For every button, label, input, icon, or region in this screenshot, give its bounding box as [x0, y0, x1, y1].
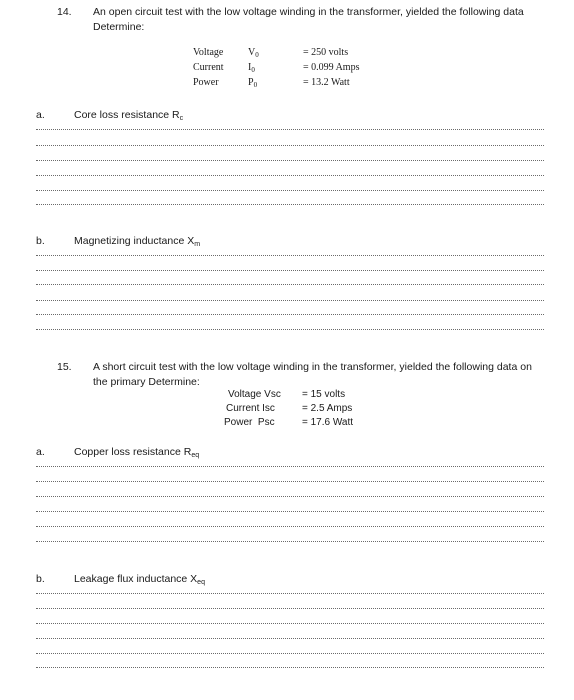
- part-label: Magnetizing inductance $X_m$: [74, 235, 201, 248]
- answer-line[interactable]: [36, 145, 544, 146]
- question-text: [93, 360, 563, 390]
- answer-line[interactable]: [36, 204, 544, 205]
- answer-line[interactable]: [36, 129, 544, 130]
- part-letter: a.: [36, 446, 45, 458]
- quantity-name: Current: [193, 62, 224, 73]
- given-data-value: = 2.5 Amps: [302, 403, 353, 414]
- answer-line[interactable]: [36, 314, 544, 315]
- answer-line[interactable]: [36, 667, 544, 668]
- answer-line[interactable]: [36, 541, 544, 542]
- answer-line[interactable]: [36, 466, 544, 467]
- given-data-value: = 0.099 Amps: [303, 62, 360, 73]
- given-data-row: [193, 47, 223, 58]
- given-data-value: = 13.2 Watt: [303, 77, 350, 88]
- question-text-line: A short circuit test with the low voltage winding in the transformer, yielded the following data on: [93, 361, 532, 373]
- quantity-name: Power Psc: [224, 417, 275, 428]
- answer-line[interactable]: [36, 300, 544, 301]
- part-label: Copper loss resistance $R_{eq}$: [74, 446, 200, 459]
- answer-line[interactable]: [36, 608, 544, 609]
- quantity-name: Power: [193, 77, 219, 88]
- question-text-line: An open circuit test with the low voltage winding in the transformer, yielded the following data: [93, 6, 524, 18]
- part-letter: b.: [36, 573, 45, 585]
- answer-line[interactable]: [36, 526, 544, 527]
- part-label: Core loss resistance $R_c$: [74, 109, 184, 122]
- given-data-value: = 15 volts: [302, 389, 346, 400]
- quantity-name: Voltage Vsc: [228, 389, 281, 400]
- question-text-line: Determine:: [93, 21, 145, 33]
- given-data-symbol: $I_0$: [248, 62, 255, 74]
- given-data-row: [193, 62, 224, 73]
- question-text: [93, 5, 553, 35]
- quantity-name: Voltage: [193, 47, 224, 58]
- question-number: 14.: [57, 6, 72, 18]
- given-data-symbol: $V_0$: [248, 47, 259, 59]
- answer-line[interactable]: [36, 255, 544, 256]
- answer-line[interactable]: [36, 653, 544, 654]
- given-data-value: = 250 volts: [303, 47, 349, 58]
- answer-line[interactable]: [36, 160, 544, 161]
- part-letter: b.: [36, 235, 45, 247]
- given-data-value: = 17.6 Watt: [302, 417, 354, 428]
- answer-line[interactable]: [36, 175, 544, 176]
- answer-line[interactable]: [36, 638, 544, 639]
- answer-line[interactable]: [36, 481, 544, 482]
- answer-line[interactable]: [36, 270, 544, 271]
- question-text-line: the primary Determine:: [93, 376, 200, 388]
- given-data-symbol: $P_0$: [248, 77, 258, 89]
- answer-line[interactable]: [36, 511, 544, 512]
- quantity-name: Current Isc: [226, 403, 275, 414]
- answer-line[interactable]: [36, 593, 544, 594]
- answer-line[interactable]: [36, 496, 544, 497]
- part-label: Leakage flux inductance $X_{eq}$: [74, 573, 205, 586]
- question-number: 15.: [57, 361, 72, 373]
- answer-line[interactable]: [36, 284, 544, 285]
- part-letter: a.: [36, 109, 45, 121]
- answer-line[interactable]: [36, 329, 544, 330]
- answer-line[interactable]: [36, 623, 544, 624]
- given-data-row: [193, 77, 219, 88]
- answer-line[interactable]: [36, 190, 544, 191]
